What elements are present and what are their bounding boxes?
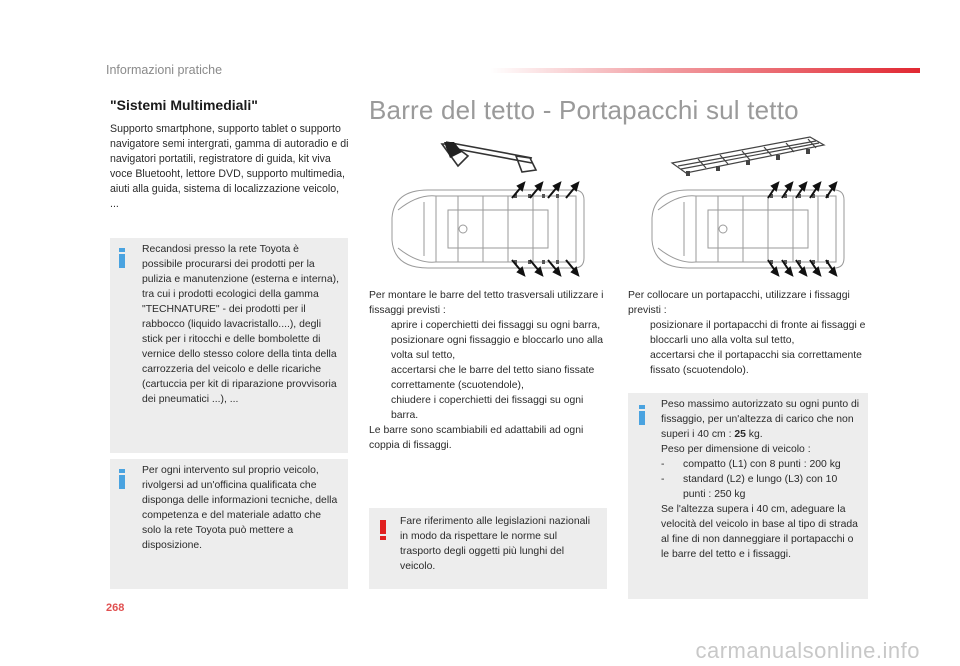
mount-arrows-top [508, 180, 588, 202]
roof-rack-instructions [628, 288, 868, 378]
warning-icon [379, 520, 387, 542]
rack-arrows-top [764, 180, 844, 202]
list-item: accertarsi che il portapacchi sia correttamente fissato (scuotendolo). [628, 348, 868, 378]
roof-bars-outro: Le barre sono scambiabili ed adattabili ad ogni coppia di fissaggi. [369, 425, 584, 451]
roof-bars-instructions [369, 288, 607, 453]
list-item: posizionare ogni fissaggio e bloccarlo uno alla volta sul tetto, [369, 333, 607, 363]
section-heading: "Sistemi Multimediali" [110, 97, 258, 113]
checkbox-bullet-icon [628, 318, 650, 348]
rack-arrows-bottom [764, 256, 844, 278]
page-title: Barre del tetto - Portapacchi sul tetto [369, 95, 799, 125]
height-advice-line: Se l'altezza supera i 40 cm, adeguare la velocità del veicolo in base al tipo di strada al fine di non danneggiare il portapacchi o le barre del tetto e i fissaggi. [661, 504, 858, 560]
warning-box-legislation [369, 508, 607, 589]
info-icon [118, 248, 126, 270]
roof-rack-illustration [668, 133, 828, 177]
info-box-workshop [110, 459, 348, 589]
info-icon [118, 469, 126, 491]
load-limits-text [661, 397, 861, 562]
roof-rack-intro: Per collocare un portapacchi, utilizzare i fissaggi previsti : [628, 290, 850, 316]
list-item: aprire i coperchietti dei fissaggi su ogni barra, [369, 318, 607, 333]
header-accent-bar [490, 68, 920, 73]
info-box-products [110, 238, 348, 453]
weight-by-size-line: Peso per dimensione di veicolo : [661, 444, 811, 455]
checkbox-bullet-icon [369, 318, 391, 333]
checkbox-bullet-icon [369, 363, 391, 393]
info-text-workshop: Per ogni intervento sul proprio veicolo, rivolgersi ad un'officina qualificata che disponga delle informazioni tecniche, della competenza e del materiale adatto che solo la rete Toyota può mettere a disposizione. [142, 465, 338, 551]
list-item: - standard (L2) e lungo (L3) con 10 punti : 250 kg [661, 474, 838, 500]
list-item: chiudere i coperchietti dei fissaggi su ogni barra. [369, 393, 607, 423]
multimedia-intro: Supporto smartphone, supporto tablet o supporto navigatore semi intergrati, gamma di autoradio e di navigatori portatili, registratore di guida, kit viva voce Bluetooht, lettore DVD, supporto multimedia, aiuti alla guida, sistema di localizzazione veicolo, ... [110, 123, 349, 210]
info-box-load-limits [628, 393, 868, 599]
max-weight-line: Peso massimo autorizzato su ogni punto di fissaggio, per un'altezza di carico che non superi i 40 cm : 25 kg. [661, 399, 860, 440]
dash-bullet: - [661, 474, 665, 485]
running-header: Informazioni pratiche [106, 63, 223, 77]
roof-bars-intro: Per montare le barre del tetto trasversali utilizzare i fissaggi previsti : [369, 290, 604, 316]
info-text-products: Recandosi presso la rete Toyota è possibile procurarsi dei prodotti per la pulizia e manutenzione (esterna e interna), tra cui i prodotti ecologici della gamma "TECHNATURE" - dei prodotti per il rabbocco (liquido lavacristallo....), degli stick per i ritocchi e delle bombolette di vernice dello stesso colore della tinta della carrozzeria del veicolo e delle ricariche (cartuccia per kit di riparazione provvisoria dei pneumatici ...), ... [142, 244, 339, 405]
checkbox-bullet-icon [369, 333, 391, 363]
roof-bar-illustration [440, 138, 540, 174]
list-item: accertarsi che le barre del tetto siano fissate correttamente (scuotendole), [369, 363, 607, 393]
checkbox-bullet-icon [369, 393, 391, 423]
checkbox-bullet-icon [628, 348, 650, 378]
watermark: carmanualsonline.info [695, 638, 920, 663]
mount-arrows-bottom [508, 256, 588, 278]
dash-bullet: - [661, 459, 665, 470]
list-item: - compatto (L1) con 8 punti : 200 kg [661, 459, 841, 470]
info-icon [638, 405, 646, 427]
list-item: posizionare il portapacchi di fronte ai fissaggi e bloccarli uno alla volta sul tetto, [628, 318, 868, 348]
warning-text: Fare riferimento alle legislazioni nazionali in modo da rispettare le norme sul trasporto degli oggetti più lunghi del veicolo. [400, 516, 591, 572]
page-number: 268 [106, 602, 125, 614]
